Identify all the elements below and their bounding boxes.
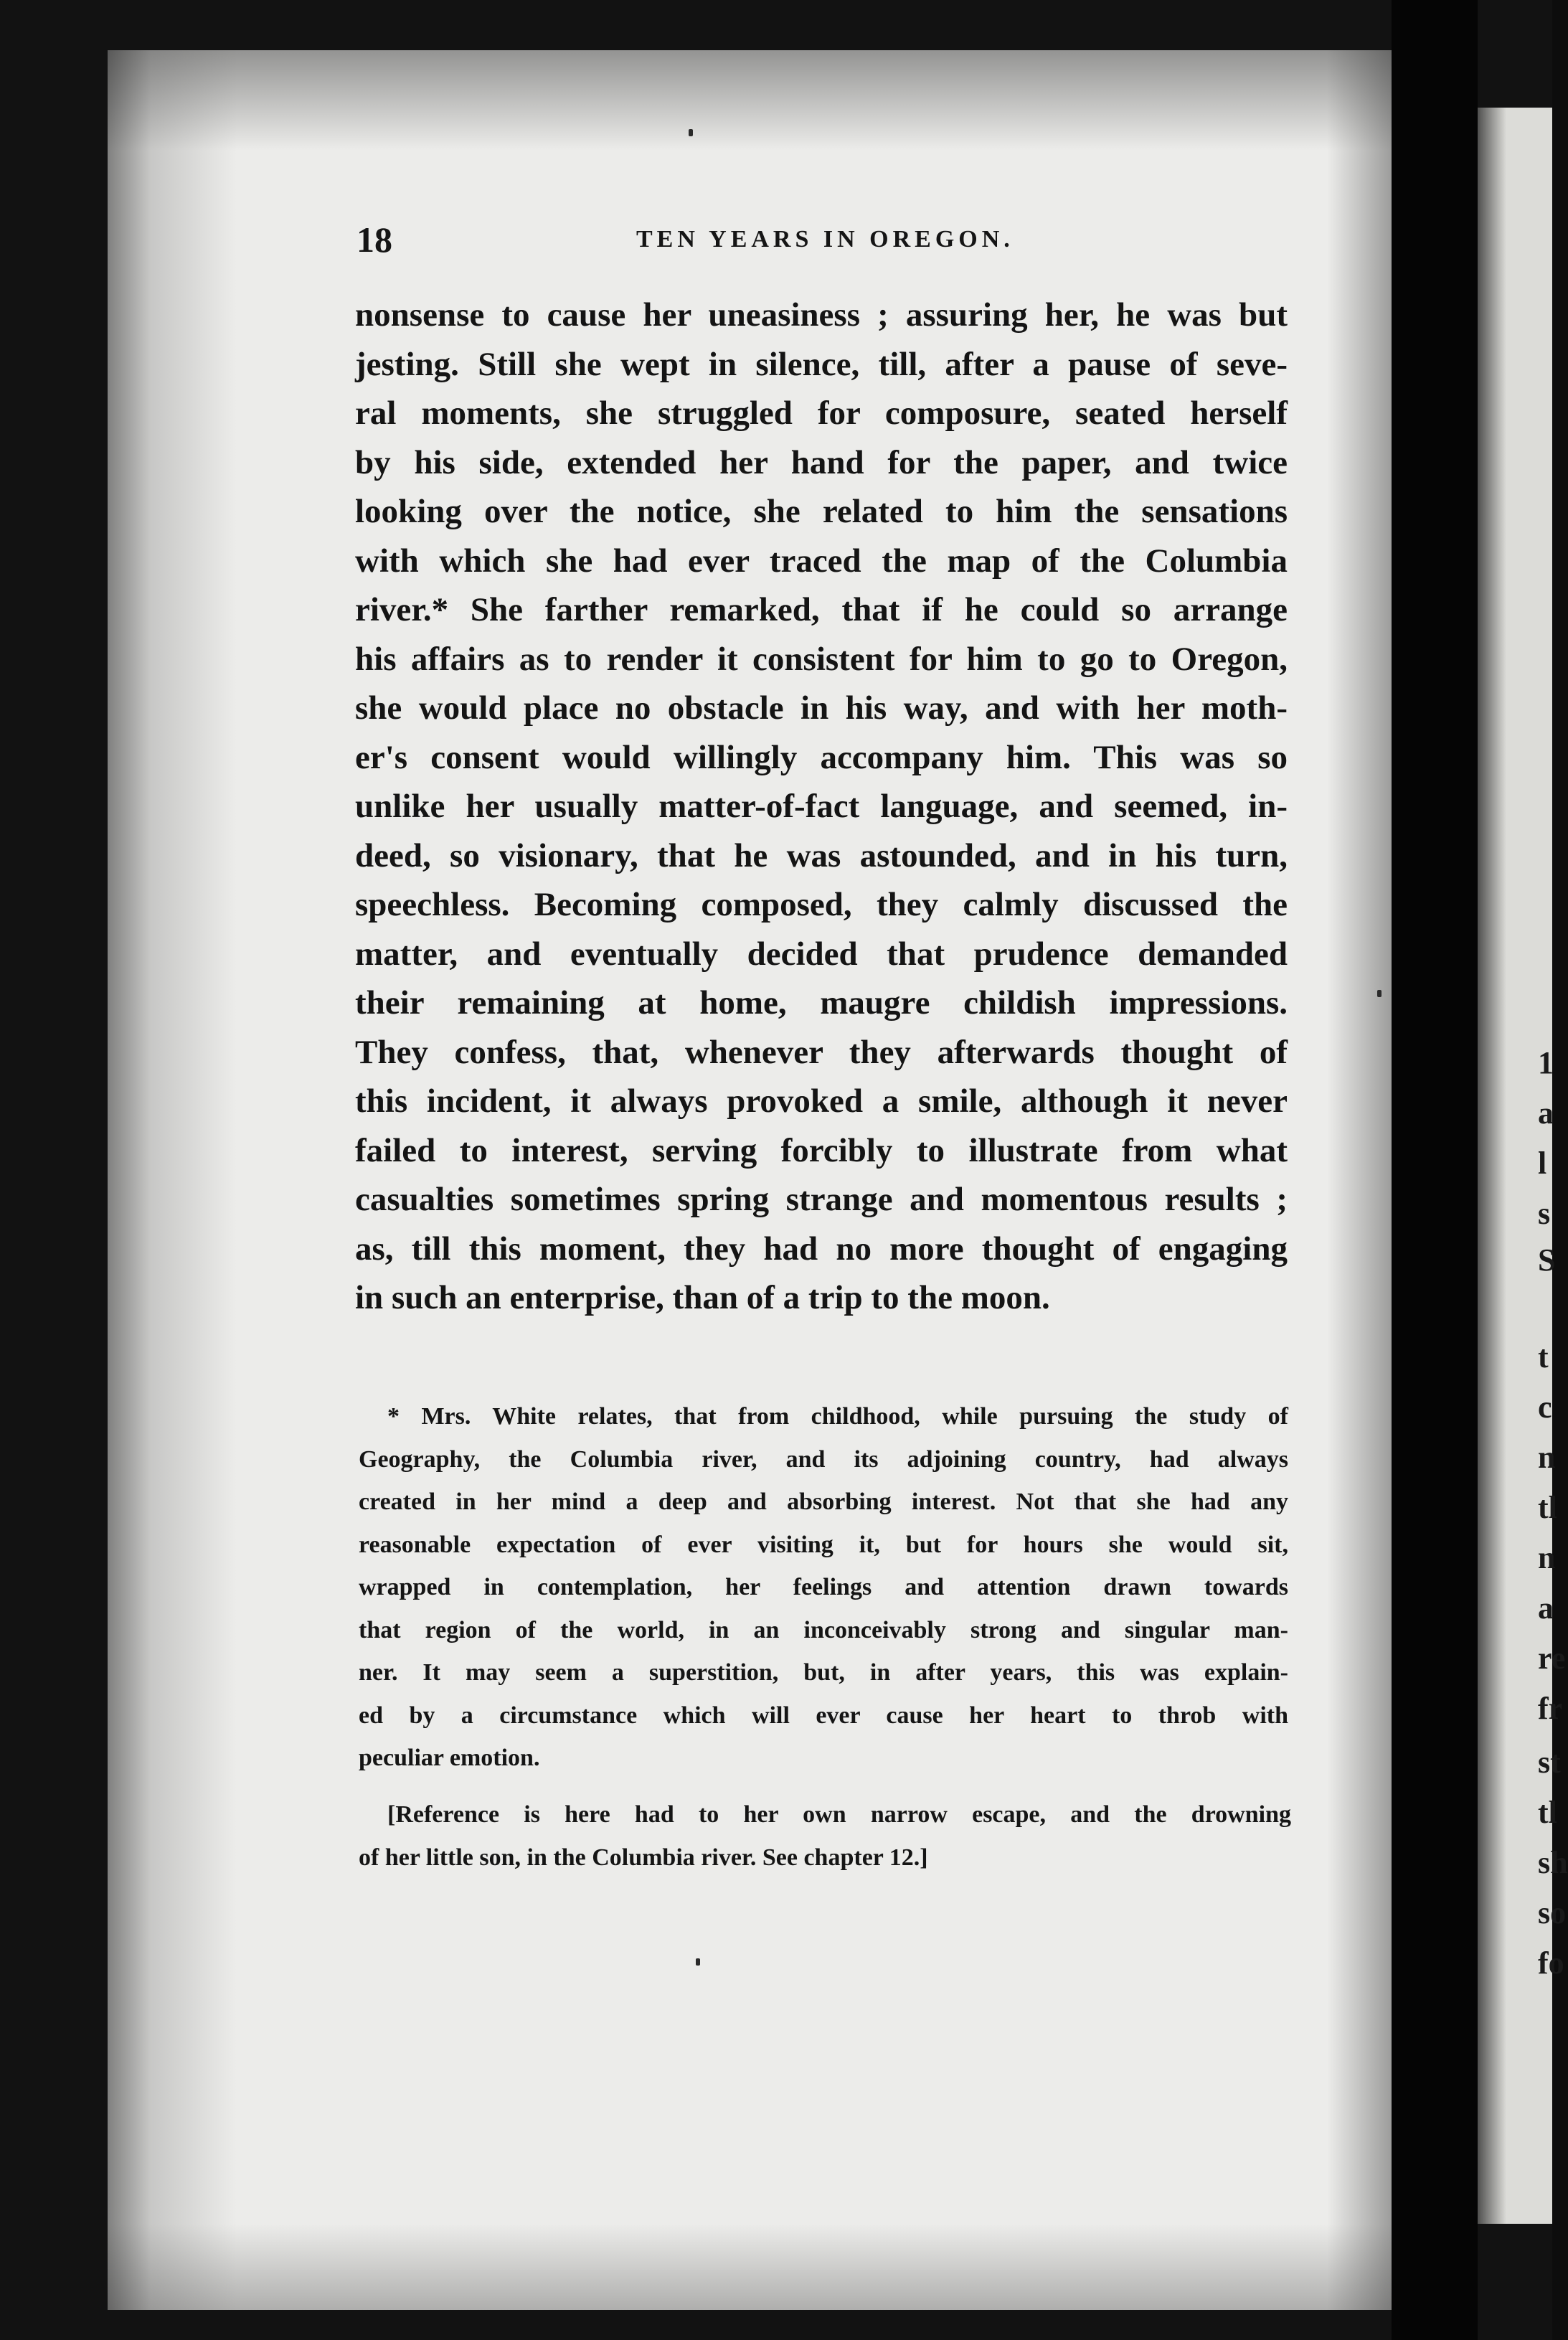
- facing-page-fragment: n: [1538, 1440, 1556, 1475]
- footnote-line: * Mrs. White relates, that from childhood, while pursuing the study of: [387, 1403, 1288, 1430]
- facing-page-fragment: fr: [1538, 1691, 1563, 1726]
- facing-page-fragment: sh: [1538, 1845, 1568, 1880]
- footnote-line: that region of the world, in an inconceivably strong and singular man-: [359, 1616, 1288, 1643]
- footnote-line: ed by a circumstance which will ever cause her heart to throb with: [359, 1702, 1288, 1729]
- text-line: as, till this moment, they had no more thought of engaging: [355, 1230, 1288, 1268]
- ink-speck: [696, 1958, 700, 1966]
- ink-speck: [689, 129, 693, 136]
- text-line: jesting. Still she wept in silence, till, after a pause of seve-: [355, 345, 1288, 383]
- text-line: speechless. Becoming composed, they calmly discussed the: [355, 886, 1288, 923]
- ink-speck: [1377, 990, 1382, 997]
- facing-page-fragment: so: [1538, 1895, 1567, 1930]
- text-line: river.* She farther remarked, that if he could so arrange: [355, 591, 1288, 628]
- text-line: matter, and eventually decided that prudence demanded: [355, 935, 1288, 973]
- running-head: TEN YEARS IN OREGON.: [636, 226, 1014, 253]
- facing-page-fragment: a: [1538, 1590, 1554, 1626]
- reference-note: [359, 1793, 1291, 1879]
- facing-page-edge: [1478, 108, 1568, 2224]
- facing-page-fragment: t: [1538, 1339, 1549, 1374]
- page-number: 18: [356, 220, 392, 260]
- text-line: er's consent would willingly accompany him. This was so: [355, 738, 1288, 776]
- facing-page-fragment: fo: [1538, 1945, 1564, 1981]
- footnote-line: peculiar emotion.: [359, 1745, 540, 1771]
- text-line: unlike her usually matter-of-fact language, and seemed, in-: [355, 788, 1288, 825]
- text-line: failed to interest, serving forcibly to illustrate from what: [355, 1131, 1288, 1169]
- text-line: his affairs as to render it consistent for him to go to Oregon,: [355, 640, 1288, 678]
- facing-page-fragment: re: [1538, 1641, 1566, 1676]
- text-line: this incident, it always provoked a smile, although it never: [355, 1082, 1288, 1120]
- facing-page-fragment: 1: [1538, 1045, 1554, 1080]
- facing-page-fragment: c: [1538, 1390, 1552, 1425]
- footnote: [359, 1395, 1288, 1780]
- text-line: their remaining at home, maugre childish impressions.: [355, 984, 1288, 1022]
- text-line: with which she had ever traced the map of the Columbia: [355, 542, 1288, 580]
- footnote-line: created in her mind a deep and absorbing interest. Not that she had any: [359, 1489, 1288, 1515]
- facing-page-fragment: a: [1538, 1095, 1554, 1131]
- facing-page-fragment: tl: [1538, 1490, 1557, 1525]
- text-line: in such an enterprise, than of a trip to the moon.: [355, 1279, 1050, 1316]
- footnote-line: Geography, the Columbia river, and its adjoining country, had always: [359, 1445, 1288, 1473]
- book-gutter: [1392, 0, 1478, 2340]
- text-line: ral moments, she struggled for composure, seated herself: [355, 395, 1288, 432]
- facing-page-fragment: st: [1538, 1745, 1561, 1780]
- facing-page-fragment: l: [1538, 1146, 1547, 1181]
- footnote-line: ner. It may seem a superstition, but, in after years, this was explain-: [359, 1659, 1288, 1686]
- text-line: They confess, that, whenever they afterwards thought of: [355, 1033, 1288, 1071]
- facing-page-fragment: S: [1538, 1242, 1556, 1278]
- text-line: she would place no obstacle in his way, and with her moth-: [355, 689, 1288, 727]
- text-line: nonsense to cause her uneasiness ; assuring her, he was but: [355, 296, 1288, 334]
- footnote-line: reasonable expectation of ever visiting it, but for hours she would sit,: [359, 1531, 1288, 1558]
- page-header: [356, 219, 1289, 262]
- facing-page-fragment: tl: [1538, 1795, 1557, 1830]
- reference-line: [Reference is here had to her own narrow escape, and the drowning: [387, 1801, 1291, 1828]
- reference-line: of her little son, in the Columbia river. See chapter 12.]: [359, 1844, 928, 1871]
- facing-page-fragment: n: [1538, 1540, 1556, 1575]
- text-line: deed, so visionary, that he was astounded, and in his turn,: [355, 836, 1288, 874]
- footnote-line: wrapped in contemplation, her feelings and attention drawn towards: [359, 1574, 1288, 1600]
- text-line: casualties sometimes spring strange and momentous results ;: [355, 1181, 1288, 1218]
- body-text: [355, 291, 1288, 1323]
- facing-page-fragment: s: [1538, 1196, 1551, 1231]
- text-line: looking over the notice, she related to him the sensations: [355, 493, 1288, 530]
- text-line: by his side, extended her hand for the paper, and twice: [355, 443, 1288, 481]
